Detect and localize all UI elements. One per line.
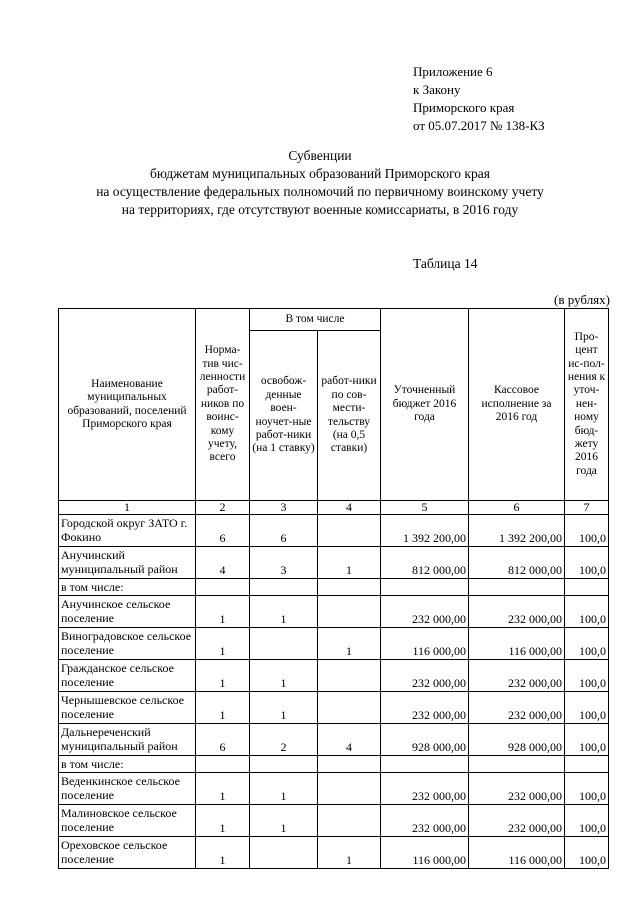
appendix-block [413, 63, 545, 135]
column-number: 4 [318, 501, 381, 515]
cell-cash: 232 000,00 [469, 773, 565, 805]
table-row [59, 660, 609, 692]
table-row [59, 837, 609, 869]
cell-cash: 928 000,00 [469, 724, 565, 756]
cell-cash: 232 000,00 [469, 805, 565, 837]
cell-norm: 6 [196, 515, 250, 547]
cell-released: 1 [250, 692, 318, 724]
table-row [59, 596, 609, 628]
cell-released [250, 837, 318, 869]
table-row [59, 756, 609, 773]
cell-parttime: 4 [318, 724, 381, 756]
cell-cash: 232 000,00 [469, 596, 565, 628]
cell-released: 1 [250, 660, 318, 692]
cell-released: 6 [250, 515, 318, 547]
column-number: 3 [250, 501, 318, 515]
cell-cash: 116 000,00 [469, 837, 565, 869]
cell-cash: 1 392 200,00 [469, 515, 565, 547]
cell-percent: 100,0 [565, 515, 609, 547]
cell-percent [565, 756, 609, 773]
cell-norm: 1 [196, 596, 250, 628]
cell-name: Чернышевское сельское поселение [59, 692, 196, 724]
column-number: 7 [565, 501, 609, 515]
appendix-line-4: от 05.07.2017 № 138-КЗ [413, 118, 545, 133]
cell-name: Дальнереченский муниципальный район [59, 724, 196, 756]
title-line-2: бюджетам муниципальных образований Приморского края [150, 166, 490, 181]
cell-norm: 1 [196, 805, 250, 837]
cell-percent: 100,0 [565, 837, 609, 869]
cell-cash [469, 579, 565, 596]
table-row [59, 515, 609, 547]
cell-budget: 1 392 200,00 [381, 515, 469, 547]
header-name: Наименование муниципальных образований, поселений Приморского края [59, 309, 196, 501]
cell-budget: 928 000,00 [381, 724, 469, 756]
cell-norm: 6 [196, 724, 250, 756]
cell-parttime [318, 660, 381, 692]
header-percent: Про-цент ис-пол-нения к уточ-нен-ному бюд-жету 2016 года [565, 309, 609, 501]
header-parttime: работ-ники по сов-мести-тельству (на 0,5 ставки) [318, 331, 381, 501]
cell-budget: 116 000,00 [381, 628, 469, 660]
cell-norm: 1 [196, 628, 250, 660]
cell-budget [381, 579, 469, 596]
cell-norm: 1 [196, 692, 250, 724]
cell-name: в том числе: [59, 579, 196, 596]
cell-percent: 100,0 [565, 692, 609, 724]
table-row [59, 579, 609, 596]
cell-cash [469, 756, 565, 773]
cell-parttime: 1 [318, 547, 381, 579]
units-label: (в рублях) [554, 292, 610, 307]
cell-name: Виноградовское сельское поселение [59, 628, 196, 660]
cell-name: Ореховское сельское поселение [59, 837, 196, 869]
cell-percent: 100,0 [565, 547, 609, 579]
cell-name: Гражданское сельское поселение [59, 660, 196, 692]
header-budget: Уточненный бюджет 2016 года [381, 309, 469, 501]
table-row [59, 547, 609, 579]
column-number: 5 [381, 501, 469, 515]
appendix-line-3: Приморского края [413, 100, 515, 115]
cell-percent: 100,0 [565, 628, 609, 660]
cell-released [250, 628, 318, 660]
cell-released: 1 [250, 805, 318, 837]
cell-budget: 232 000,00 [381, 773, 469, 805]
title-line-3: на осуществление федеральных полномочий по первичному воинскому учету [96, 184, 544, 199]
cell-parttime [318, 596, 381, 628]
cell-budget: 232 000,00 [381, 805, 469, 837]
table-row [59, 692, 609, 724]
cell-parttime [318, 692, 381, 724]
header-norm: Норма-тив чис-ленности работ-ников по воинс-кому учету, всего [196, 309, 250, 501]
cell-released: 3 [250, 547, 318, 579]
cell-name: Анучинский муниципальный район [59, 547, 196, 579]
cell-norm [196, 756, 250, 773]
cell-released: 1 [250, 596, 318, 628]
cell-norm [196, 579, 250, 596]
cell-norm: 1 [196, 773, 250, 805]
cell-budget: 812 000,00 [381, 547, 469, 579]
cell-released: 1 [250, 773, 318, 805]
cell-cash: 812 000,00 [469, 547, 565, 579]
column-number: 2 [196, 501, 250, 515]
table-row [59, 773, 609, 805]
header-cash: Кассовое исполнение за 2016 год [469, 309, 565, 501]
cell-name: в том числе: [59, 756, 196, 773]
cell-parttime [318, 579, 381, 596]
header-released: освобож-денные воен-ноучет-ные работ-ники (на 1 ставку) [250, 331, 318, 501]
cell-cash: 116 000,00 [469, 628, 565, 660]
cell-parttime [318, 756, 381, 773]
cell-parttime [318, 773, 381, 805]
table-row [59, 724, 609, 756]
cell-percent [565, 579, 609, 596]
table-row [59, 805, 609, 837]
cell-cash: 232 000,00 [469, 660, 565, 692]
column-number: 1 [59, 501, 196, 515]
cell-released: 2 [250, 724, 318, 756]
cell-budget: 232 000,00 [381, 660, 469, 692]
cell-cash: 232 000,00 [469, 692, 565, 724]
appendix-line-1: Приложение 6 [413, 64, 493, 79]
table-number: Таблица 14 [413, 256, 478, 271]
column-numbers-row [59, 501, 609, 515]
cell-percent: 100,0 [565, 724, 609, 756]
cell-percent: 100,0 [565, 660, 609, 692]
table-row [59, 628, 609, 660]
cell-released [250, 579, 318, 596]
subventions-table [58, 308, 609, 869]
document-title [0, 147, 640, 219]
cell-name: Веденкинское сельское поселение [59, 773, 196, 805]
cell-released [250, 756, 318, 773]
cell-parttime [318, 805, 381, 837]
cell-budget: 232 000,00 [381, 596, 469, 628]
cell-budget: 232 000,00 [381, 692, 469, 724]
cell-parttime [318, 515, 381, 547]
title-line-1: Субвенции [288, 148, 352, 163]
cell-percent: 100,0 [565, 596, 609, 628]
cell-norm: 4 [196, 547, 250, 579]
column-number: 6 [469, 501, 565, 515]
cell-name: Анучинское сельское поселение [59, 596, 196, 628]
appendix-line-2: к Закону [413, 82, 461, 97]
cell-percent: 100,0 [565, 773, 609, 805]
cell-parttime: 1 [318, 837, 381, 869]
cell-parttime: 1 [318, 628, 381, 660]
cell-budget: 116 000,00 [381, 837, 469, 869]
cell-name: Городской округ ЗАТО г. Фокино [59, 515, 196, 547]
cell-norm: 1 [196, 837, 250, 869]
cell-budget [381, 756, 469, 773]
header-including: В том числе [250, 309, 381, 331]
cell-name: Малиновское сельское поселение [59, 805, 196, 837]
cell-norm: 1 [196, 660, 250, 692]
title-line-4: на территориях, где отсутствуют военные комиссариаты, в 2016 году [121, 202, 519, 217]
cell-percent: 100,0 [565, 805, 609, 837]
